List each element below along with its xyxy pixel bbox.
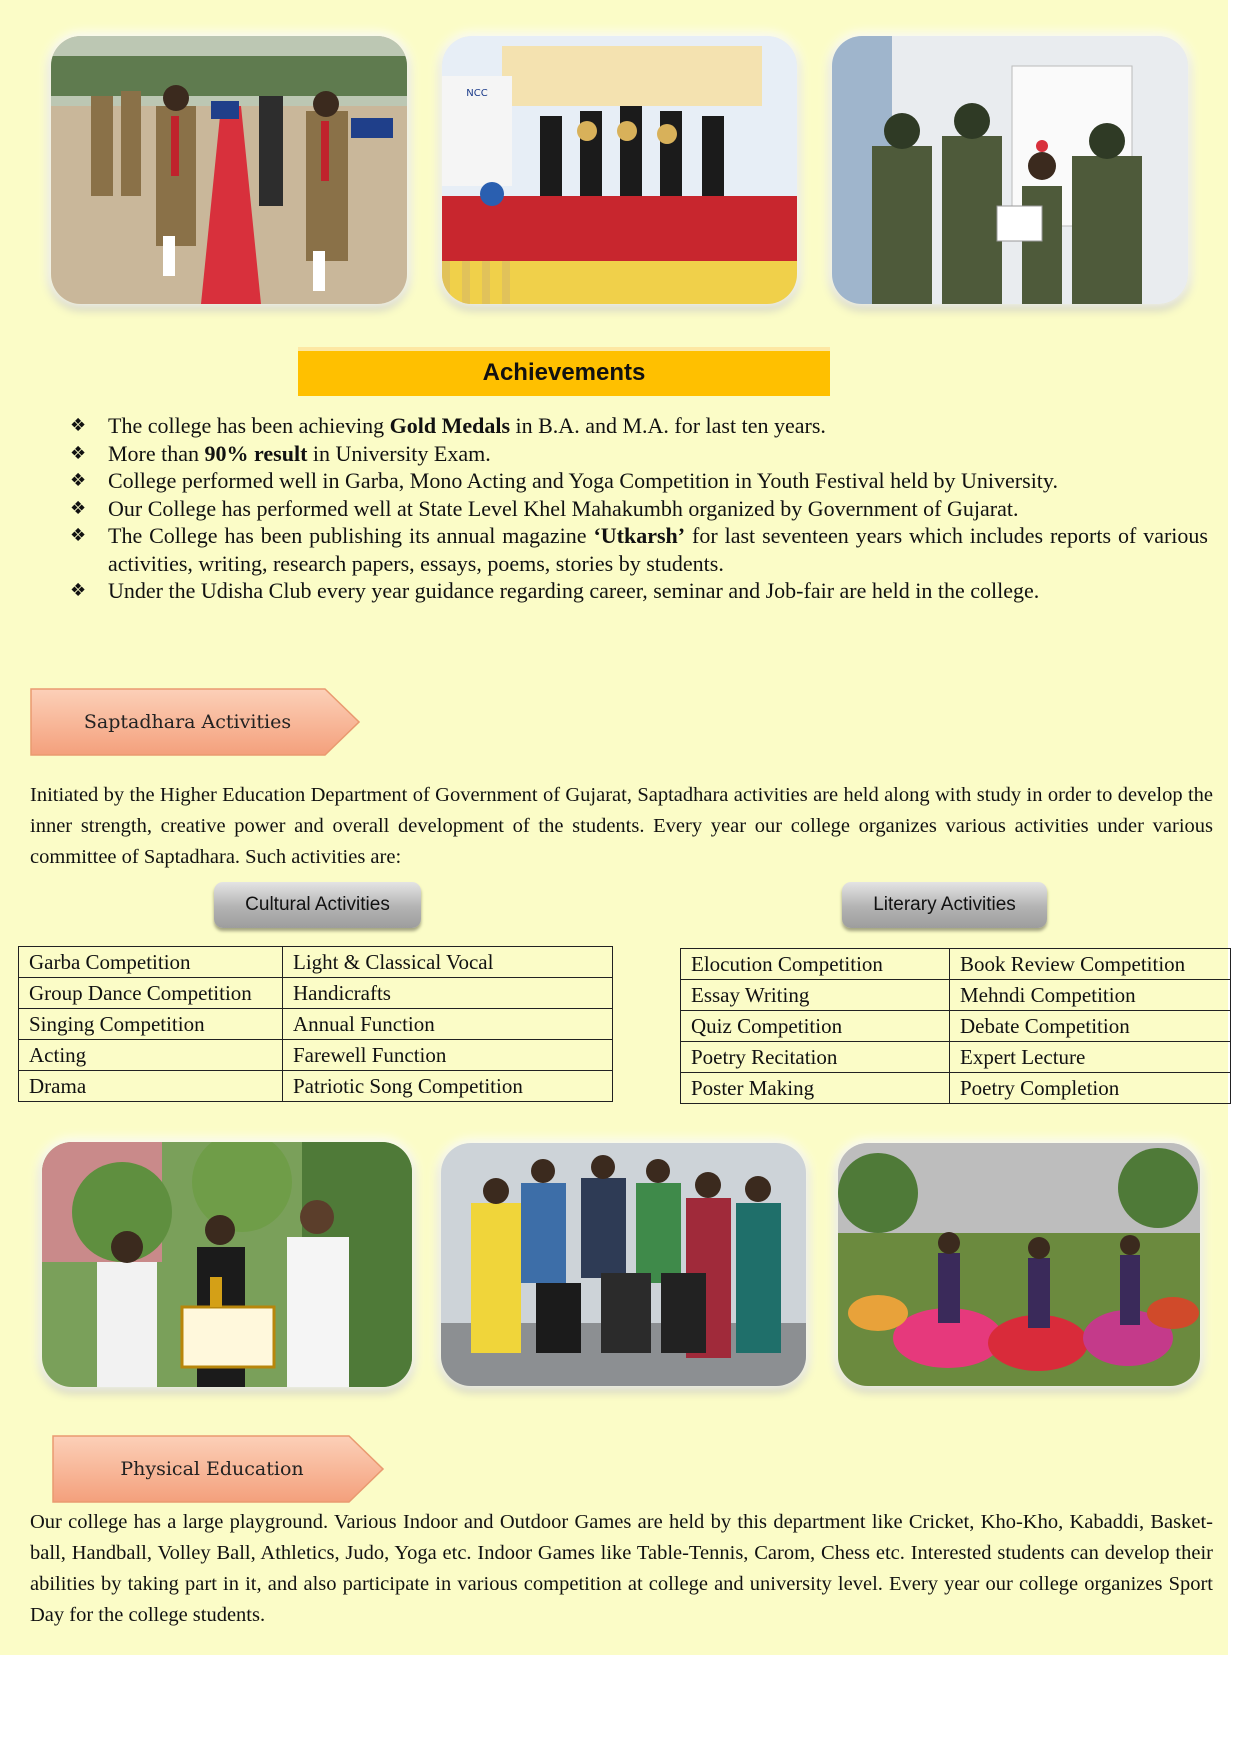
table-cell: Poetry Recitation: [681, 1042, 950, 1073]
table-cell: Mehndi Competition: [950, 980, 1231, 1011]
stage-banner-text: NCC: [466, 88, 488, 99]
table-cell: Debate Competition: [950, 1011, 1231, 1042]
achievements-list: [70, 412, 1208, 605]
table-row: [681, 1011, 1231, 1042]
ncc-parade-photo: [51, 36, 407, 304]
literary-activities-table: [680, 948, 1231, 1104]
table-cell: Group Dance Competition: [19, 978, 283, 1009]
list-item: ❖ More than 90% result in University Exam.: [70, 440, 491, 466]
table-cell: Singing Competition: [19, 1009, 283, 1040]
table-cell: Elocution Competition: [681, 949, 950, 980]
table-row: [19, 1071, 613, 1102]
saptadhara-heading-tag: [30, 688, 360, 756]
table-cell: Essay Writing: [681, 980, 950, 1011]
diamond-bullet-icon: ❖: [70, 415, 87, 436]
table-cell: Quiz Competition: [681, 1011, 950, 1042]
cultural-activities-label: Cultural Activities: [214, 882, 421, 928]
table-cell: Annual Function: [283, 1009, 613, 1040]
list-item: ❖ Under the Udisha Club every year guidance regarding career, seminar and Job-fair are held in the college.: [70, 578, 1040, 603]
diamond-bullet-icon: ❖: [70, 442, 87, 464]
table-cell: Acting: [19, 1040, 283, 1071]
table-cell: Poetry Completion: [950, 1073, 1231, 1104]
list-item: ❖ The College has been publishing its annual magazine ‘Utkarsh’ for last seventeen years which includes reports of various activities, writing, research papers, essays, poems, stories by students.: [70, 523, 1208, 576]
table-cell: Light & Classical Vocal: [283, 947, 613, 978]
physical-education-heading: Physical Education: [120, 1458, 304, 1480]
achievements-heading: Achievements: [298, 347, 830, 396]
saptadhara-intro: Initiated by the Higher Education Department of Government of Gujarat, Saptadhara activities are held along with study in order to develop the inner strength, creative power and overall development of the students. Every year our college organizes various activities under various committee of Saptadhara. Such activities are:: [30, 784, 1213, 868]
table-cell: Drama: [19, 1071, 283, 1102]
list-item: ❖ Our College has performed well at State Level Khel Mahakumbh organized by Government of Gujarat.: [70, 495, 1019, 521]
table-cell: Handicrafts: [283, 978, 613, 1009]
table-cell: Poster Making: [681, 1073, 950, 1104]
diamond-bullet-icon: ❖: [70, 525, 87, 546]
garba-dance-photo: [838, 1143, 1200, 1386]
diamond-bullet-icon: ❖: [70, 470, 87, 491]
diamond-bullet-icon: ❖: [70, 580, 87, 601]
saptadhara-heading: Saptadhara Activities: [83, 711, 292, 733]
physical-education-text: Our college has a large playground. Various Indoor and Outdoor Games are held by this department like Cricket, Kho-Kho, Kabaddi, Basket-ball, Handball, Volley Ball, Athletics, Judo, Yoga etc. Indoor Games like Table-Tennis, Carom, Chess etc. Interested students can develop their abilities by taking part in it, and also participate in various competition at college and university level. Every year our college organizes Sport Day for the college students.: [30, 1511, 1213, 1626]
mehndi-group-photo: [441, 1143, 806, 1386]
table-row: [681, 1073, 1231, 1104]
certificate-award-photo: [832, 36, 1188, 304]
table-cell: Book Review Competition: [950, 949, 1231, 980]
table-cell: Expert Lecture: [950, 1042, 1231, 1073]
table-row: [19, 1040, 613, 1071]
literary-activities-label: Literary Activities: [842, 882, 1047, 928]
table-row: [681, 1042, 1231, 1073]
list-item: ❖ The college has been achieving Gold Medals in B.A. and M.A. for last ten years.: [70, 413, 826, 438]
physical-education-heading-tag: [52, 1435, 384, 1503]
table-row: [681, 949, 1231, 980]
table-cell: Garba Competition: [19, 947, 283, 978]
table-cell: Patriotic Song Competition: [283, 1071, 613, 1102]
diamond-bullet-icon: ❖: [70, 497, 87, 519]
stage-event-photo: [442, 36, 797, 304]
award-presentation-photo: [42, 1142, 412, 1387]
list-item: ❖ College performed well in Garba, Mono Acting and Yoga Competition in Youth Festival held by University.: [70, 468, 1058, 493]
table-row: [19, 978, 613, 1009]
table-row: [19, 1009, 613, 1040]
cultural-activities-table: [18, 946, 613, 1102]
table-row: [681, 980, 1231, 1011]
table-cell: Farewell Function: [283, 1040, 613, 1071]
table-row: [19, 947, 613, 978]
